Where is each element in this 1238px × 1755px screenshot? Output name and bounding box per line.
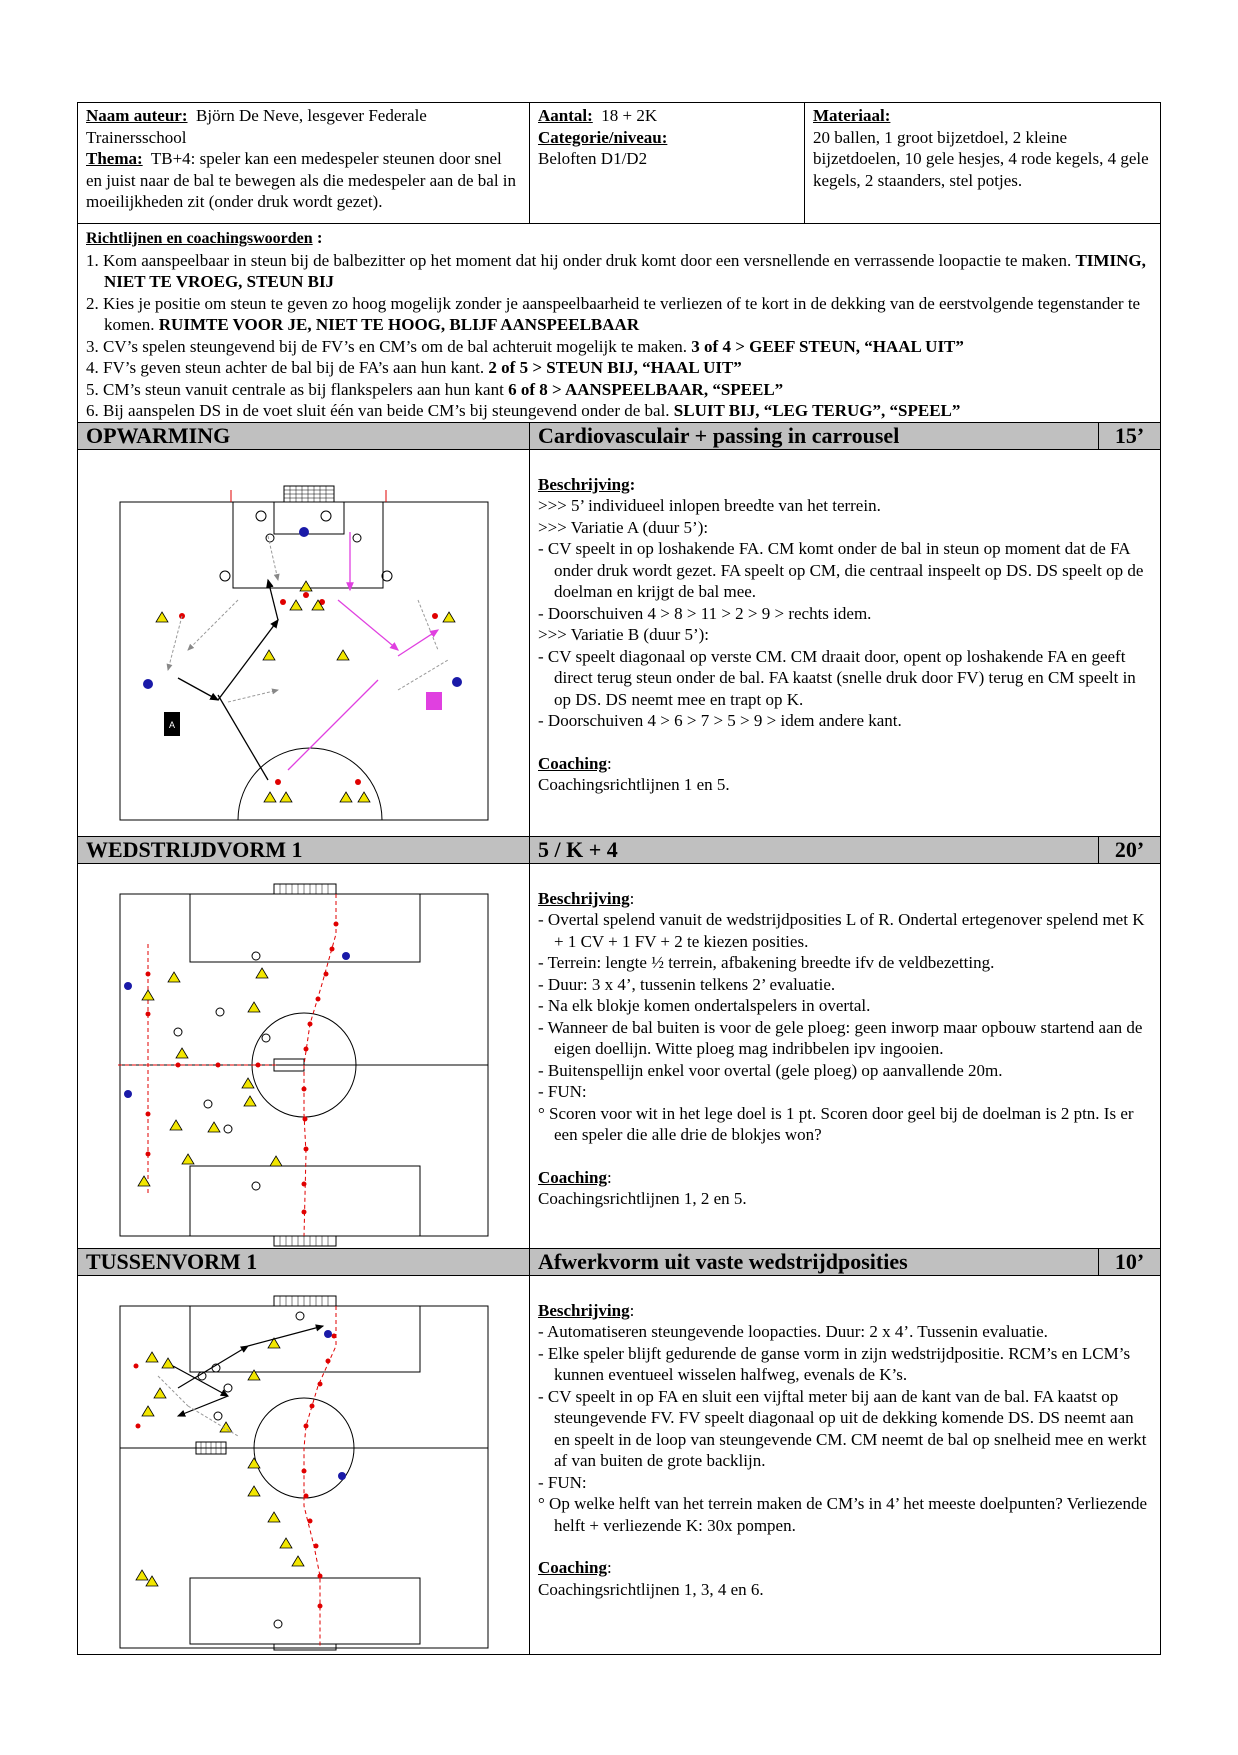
guideline-number: 5. <box>86 379 99 399</box>
guideline-item <box>86 400 1152 422</box>
wedstrijdvorm-field-diagram <box>78 864 530 1248</box>
section-title: Cardiovasculair + passing in carrousel <box>530 422 1099 449</box>
guideline-number: 2. <box>86 293 99 313</box>
desc-line: - FUN: <box>538 1472 587 1492</box>
section-title: 5 / K + 4 <box>530 836 1099 863</box>
section-minutes: 20’ <box>1099 836 1161 863</box>
desc-line: - Terrein: lengte ½ terrein, afbakening breedte ifv de veldbezetting. <box>538 953 995 972</box>
section-header-wedstrijdvorm <box>78 836 1161 863</box>
desc-line: - Doorschuiven 4 > 6 > 7 > 5 > 9 > idem andere kant. <box>538 711 902 730</box>
theme-value: TB+4: speler kan een medespeler steunen door snel en juist naar de bal te bewegen als die medespeler aan de bal in moeilijkheden zit (onder druk wordt gezet). <box>86 149 517 211</box>
category-value: Beloften D1/D2 <box>538 149 648 168</box>
section-minutes: 10’ <box>1099 1248 1161 1275</box>
section-header-tussenvorm <box>78 1248 1161 1275</box>
desc-label: Beschrijving <box>538 474 630 494</box>
guideline-item <box>86 336 1152 358</box>
count-value: 18 + 2K <box>601 106 658 125</box>
guideline-coaching-words: 6 of 8 > AANSPEELBAAR, “SPEEL” <box>508 379 784 399</box>
author-cell <box>78 103 530 224</box>
coach-text: Coachingsrichtlijnen 1, 3, 4 en 6. <box>538 1579 764 1599</box>
goal-net-icon <box>274 884 336 894</box>
theme-label: Thema: <box>86 149 143 168</box>
penalty-box <box>233 502 383 588</box>
material-value: 20 ballen, 1 groot bijzetdoel, 2 kleine bijzetdoelen, 10 gele hesjes, 4 rode kegels, 4 gele kegels, 2 staanders, stel potjes. <box>813 127 1149 190</box>
square-B-icon <box>426 692 442 710</box>
desc-line: - Na elk blokje komen ondertalspelers in overtal. <box>538 996 871 1015</box>
guidelines-colon: : <box>312 228 323 247</box>
desc-line: - Wanneer de bal buiten is voor de gele ploeg: geen inworp maar opbouw startend aan de eigen doellijn. Witte ploeg mag indribbelen ipv ingooien. <box>538 1017 1143 1058</box>
guideline-number: 6. <box>86 401 99 420</box>
desc-line: ° Scoren voor wit in het lege doel is 1 pt. Scoren door geel bij de doelman is 2 ptn. Is er een speler die alle drie de blokjes won? <box>538 1103 1134 1144</box>
material-cell <box>805 103 1161 224</box>
desc-colon: : <box>629 888 635 908</box>
guideline-text: CV’s spelen steungevend bij de FV’s en CM’s om de bal achteruit mogelijk te maken. <box>103 336 688 356</box>
desc-wedstrijdvorm <box>530 863 1161 1248</box>
tussenvorm-field-diagram <box>78 1276 530 1654</box>
guidelines-cell <box>78 224 1161 423</box>
desc-colon: : <box>629 474 636 494</box>
coach-colon: : <box>606 753 612 773</box>
desc-line: - CV speelt diagonaal op verste CM. CM draait door, opent op loshakende FA en geeft direct terug steun onder de bal. FA kaatst (snelle druk door FV) terug en CM speelt in op DS. DS neemt mee en trapt op K. <box>538 646 1136 709</box>
desc-line: >>> Variatie A (duur 5’): <box>538 517 709 537</box>
desc-line: - Doorschuiven 4 > 8 > 11 > 2 > 9 > rechts idem. <box>538 603 872 623</box>
section-body-opwarming <box>78 449 1161 836</box>
guideline-text: CM’s steun vanuit centrale as bij flankspelers aan hun kant <box>103 379 504 399</box>
square-A-label: A <box>169 719 176 730</box>
desc-line: >>> 5’ individueel inlopen breedte van het terrein. <box>538 496 881 515</box>
guideline-item <box>86 250 1152 293</box>
guideline-coaching-words: 3 of 4 > GEEF STEUN, “HAAL UIT” <box>691 336 964 356</box>
diagram-wedstrijdvorm <box>78 863 530 1248</box>
coach-colon: : <box>606 1558 612 1577</box>
guideline-text: Bij aanspelen DS in de voet sluit één van beide CM’s bij steungevend onder de bal. <box>103 401 670 420</box>
diagram-opwarming <box>78 449 530 836</box>
guidelines-list <box>86 250 1152 422</box>
desc-colon: : <box>629 1300 635 1320</box>
coach-label: Coaching <box>538 1558 607 1577</box>
section-header-opwarming <box>78 422 1161 449</box>
diagram-tussenvorm <box>78 1275 530 1654</box>
section-name: TUSSENVORM 1 <box>78 1248 530 1275</box>
training-sheet <box>77 102 1160 1655</box>
desc-line: - Automatiseren steungevende loopacties. Duur: 2 x 4’. Tussenin evaluatie. <box>538 1322 1048 1341</box>
category-label: Categorie/niveau: <box>538 127 668 147</box>
training-table <box>77 102 1161 1655</box>
coach-colon: : <box>606 1167 612 1187</box>
info-row <box>78 103 1161 224</box>
desc-label: Beschrijving <box>538 1300 630 1320</box>
desc-tussenvorm <box>530 1275 1161 1654</box>
author-value: Björn De Neve, lesgever Federale Trainersschool <box>86 106 427 147</box>
section-name: OPWARMING <box>78 422 530 449</box>
guideline-text: FV’s geven steun achter de bal bij de FA’s aan hun kant. <box>103 358 485 377</box>
guidelines-title: Richtlijnen en coachingswoorden <box>86 230 313 247</box>
opwarming-field-diagram <box>78 450 530 836</box>
guideline-text: Kies je positie om steun te geven zo hoog mogelijk zonder je aanspeelbaarheid te verliezen of te kort in de dekking van de eerstvolgende tegenstander te komen. <box>103 293 1141 334</box>
desc-line: - Duur: 3 x 4’, tussenin telkens 2’ evaluatie. <box>538 974 836 994</box>
section-title: Afwerkvorm uit vaste wedstrijdposities <box>530 1248 1099 1275</box>
coach-text: Coachingsrichtlijnen 1, 2 en 5. <box>538 1189 747 1208</box>
guideline-item <box>86 293 1152 336</box>
guideline-number: 3. <box>86 336 99 356</box>
author-label: Naam auteur: <box>86 106 188 125</box>
guideline-item <box>86 379 1152 401</box>
material-label: Materiaal: <box>813 106 891 125</box>
section-body-wedstrijdvorm <box>78 863 1161 1248</box>
coach-label: Coaching <box>538 1167 607 1187</box>
desc-lines <box>538 495 1152 732</box>
goal-net-icon <box>274 1296 336 1306</box>
desc-line: >>> Variatie B (duur 5’): <box>538 625 710 644</box>
guidelines-row <box>78 224 1161 423</box>
desc-line: - Buitenspellijn enkel voor overtal (gele ploeg) op aanvallende 20m. <box>538 1060 1003 1080</box>
desc-lines <box>538 1321 1152 1536</box>
guideline-text: Kom aanspeelbaar in steun bij de balbezitter op het moment dat hij onder druk komt door een versnellende en verrassende loopactie te maken. <box>103 250 1072 270</box>
desc-opwarming <box>530 449 1161 836</box>
guideline-number: 4. <box>86 358 99 377</box>
coach-label: Coaching <box>538 753 607 773</box>
section-minutes: 15’ <box>1099 422 1161 449</box>
guideline-coaching-words: TIMING, NIET TE VROEG, STEUN BIJ <box>104 250 1146 291</box>
desc-line: - CV speelt in op loshakende FA. CM komt onder de bal in steun op moment dat de FA onder druk wordt gezet. FA speelt op CM, die centraal inspeelt op DS. DS speelt op de doelman en krijgt de bal mee. <box>538 539 1144 601</box>
section-name: WEDSTRIJDVORM 1 <box>78 836 530 863</box>
count-label: Aantal: <box>538 106 593 125</box>
desc-label: Beschrijving <box>538 888 630 908</box>
section-body-tussenvorm <box>78 1275 1161 1654</box>
desc-lines <box>538 909 1152 1146</box>
desc-line: - Elke speler blijft gedurende de ganse vorm in zijn wedstrijdpositie. RCM’s en LCM’s kunnen eventueel wisselen halfweg, evenals de K’s. <box>538 1343 1131 1384</box>
desc-line: ° Op welke helft van het terrein maken de CM’s in 4’ het meeste doelpunten? Verliezende helft + verliezende K: 30x pompen. <box>538 1494 1147 1535</box>
guideline-number: 1. <box>86 250 99 270</box>
guideline-coaching-words: 2 of 5 > STEUN BIJ, “HAAL UIT” <box>488 358 742 377</box>
desc-line: - CV speelt in op FA en sluit een vijftal meter bij aan de kant van de bal. FA kaatst op steungevende FV. FV speelt diagonaal op uit de dekking komende DS. DS neemt aan en speelt in de loop van steungevende CM. CM neemt de bal op snelheid mee en werkt af van buiten de grote backlijn. <box>538 1386 1147 1470</box>
guideline-coaching-words: SLUIT BIJ, “LEG TERUG”, “SPEEL” <box>673 401 961 420</box>
coach-text: Coachingsrichtlijnen 1 en 5. <box>538 775 730 794</box>
field-outline <box>120 502 488 820</box>
desc-line: - FUN: <box>538 1082 587 1101</box>
guideline-coaching-words: RUIMTE VOOR JE, NIET TE HOOG, BLIJF AANSPEELBAAR <box>158 315 640 334</box>
goal-box <box>274 502 344 534</box>
guideline-item <box>86 357 1152 379</box>
desc-line: - Overtal spelend vanuit de wedstrijdposities L of R. Ondertal ertegenover spelend met K + 1 CV + 1 FV + 2 te kiezen posities. <box>538 910 1145 951</box>
count-cell <box>530 103 805 224</box>
center-circle <box>238 748 382 820</box>
